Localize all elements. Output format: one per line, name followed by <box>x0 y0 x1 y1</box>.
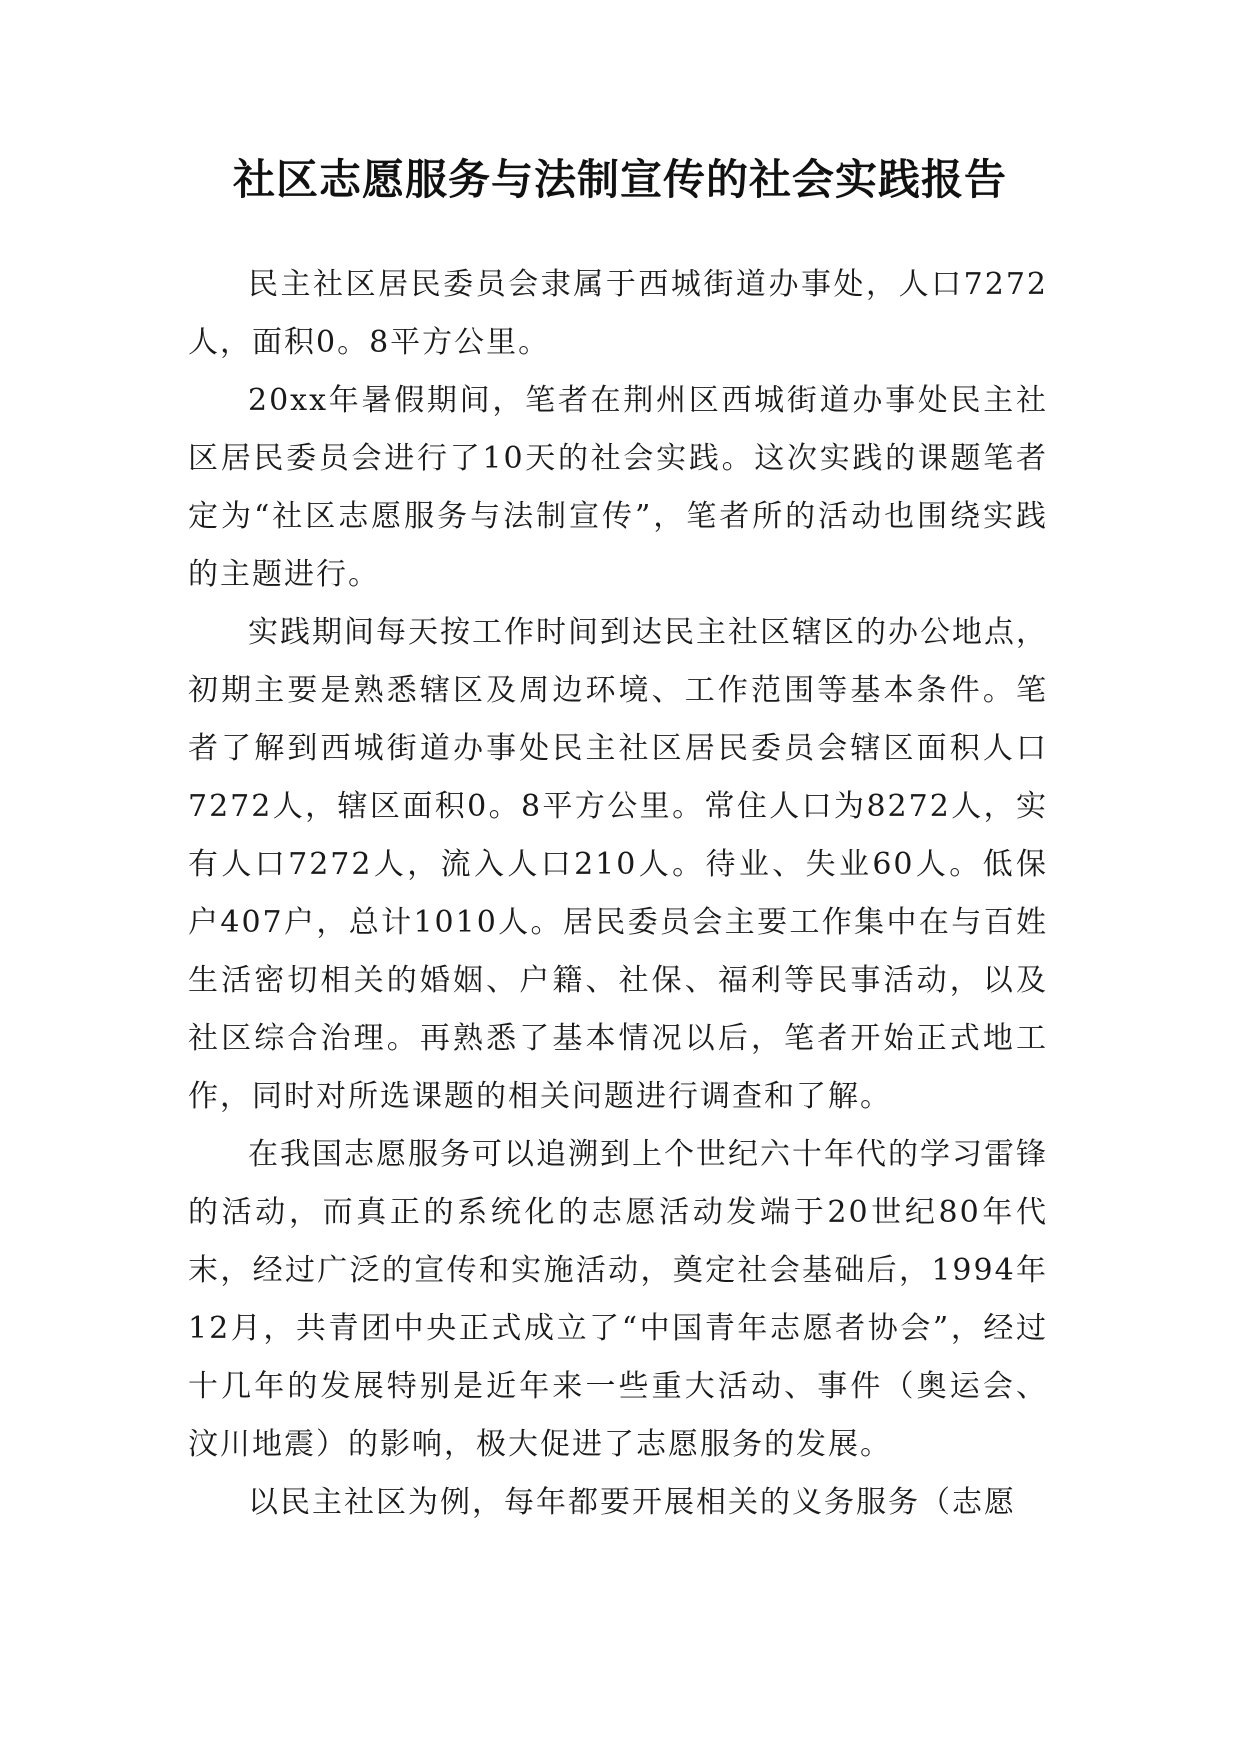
paragraph: 20xx年暑假期间，笔者在荆州区西城街道办事处民主社区居民委员会进行了10天的社会实践。这次实践的课题笔者定为“社区志愿服务与法制宣传”，笔者所的活动也围绕实践的主题进行。 <box>188 383 1048 592</box>
paragraph: 民主社区居民委员会隶属于西城街道办事处，人口7272人，面积0。8平方公里。 <box>188 267 1048 360</box>
document-title: 社区志愿服务与法制宣传的社会实践报告 <box>232 155 1007 204</box>
paragraph: 在我国志愿服务可以追溯到上个世纪六十年代的学习雷锋的活动，而真正的系统化的志愿活动发端于20世纪80年代末，经过广泛的宣传和实施活动，奠定社会基础后，1994年12月，共青团中央正式成立了“中国青年志愿者协会”，经过十几年的发展特别是近年来一些重大活动、事件（奥运会、汶川地震）的影响，极大促进了志愿服务的发展。 <box>188 1137 1048 1462</box>
paragraph: 实践期间每天按工作时间到达民主社区辖区的办公地点，初期主要是熟悉辖区及周边环境、工作范围等基本条件。笔者了解到西城街道办事处民主社区居民委员会辖区面积人口7272人，辖区面积0。8平方公里。常住人口为8272人，实有人口7272人，流入人口210人。待业、失业60人。低保户407户，总计1010人。居民委员会主要工作集中在与百姓生活密切相关的婚姻、户籍、社保、福利等民事活动，以及社区综合治理。再熟悉了基本情况以后，笔者开始正式地工作，同时对所选课题的相关问题进行调查和了解。 <box>188 615 1048 1114</box>
paragraph: 以民主社区为例，每年都要开展相关的义务服务（志愿 <box>248 1485 1016 1520</box>
document-body <box>188 256 1048 1532</box>
